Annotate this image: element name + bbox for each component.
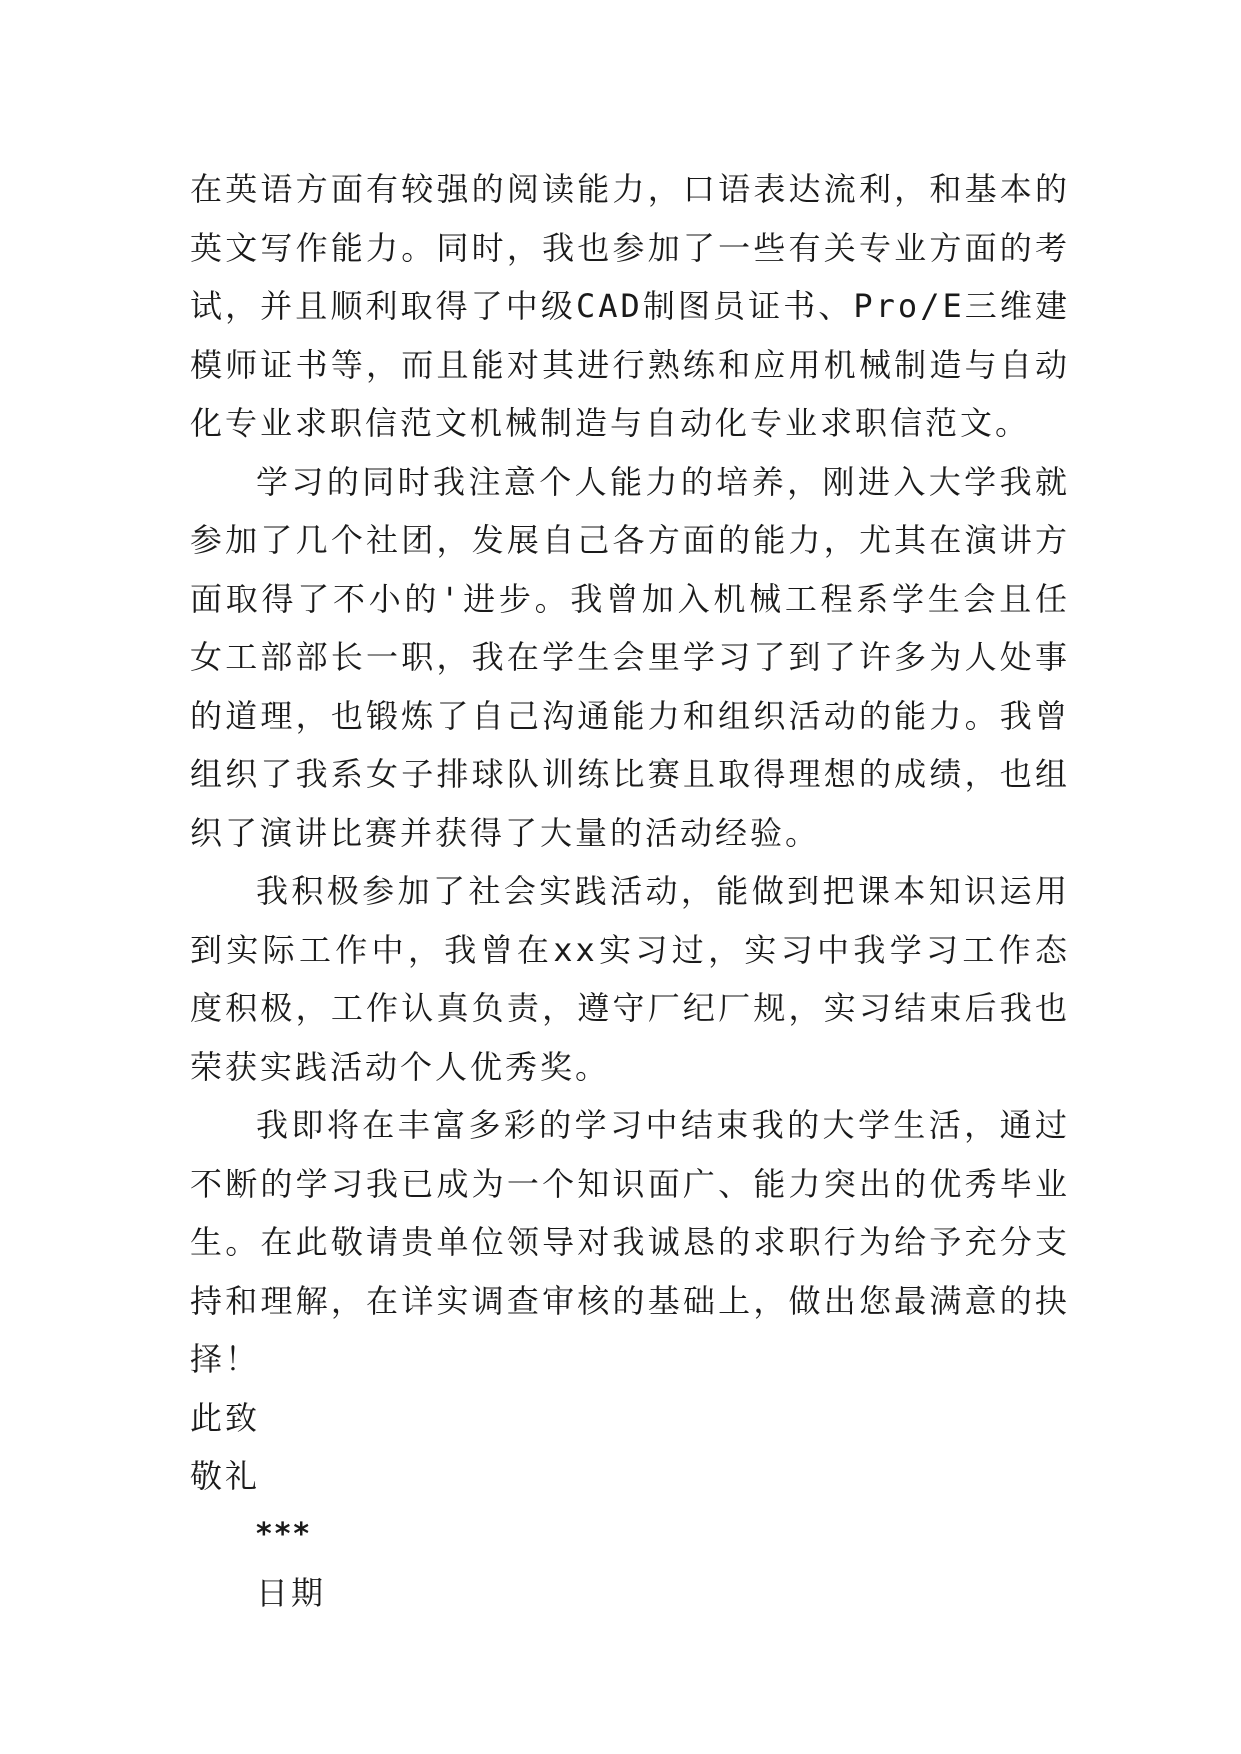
closing-regards: 敬礼 <box>190 1457 261 1495</box>
paragraph-personal-ability: 学习的同时我注意个人能力的培养，刚进入大学我就参加了几个社团，发展自己各方面的能力，尤其在演讲方面取得了不小的'进步。我曾加入机械工程系学生会且任女工部部长一职，我在学生会里学习了到了许多为人处事的道理，也锻炼了自己沟通能力和组织活动的能力。我曾组织了我系女子排球队训练比赛且取得理想的成绩，也组织了演讲比赛并获得了大量的活动经验。 <box>190 462 1070 852</box>
paragraph-conclusion: 我即将在丰富多彩的学习中结束我的大学生活，通过不断的学习我已成为一个知识面广、能力突出的优秀毕业生。在此敬请贵单位领导对我诚恳的求职行为给予充分支持和理解，在详实调查审核的基础上，做出您最满意的抉择！ <box>190 1106 1070 1378</box>
paragraph-social-practice: 我积极参加了社会实践活动，能做到把课本知识运用到实际工作中，我曾在xx实习过，实习中我学习工作态度积极，工作认真负责，遵守厂纪厂规，实习结束后我也荣获实践活动个人优秀奖。 <box>190 872 1070 1086</box>
signature-placeholder: *** <box>256 1516 313 1552</box>
letter-body <box>190 160 1070 1623</box>
closing-salutation: 此致 <box>190 1398 261 1437</box>
date-label: 日期 <box>256 1574 327 1612</box>
paragraph-english-skills: 在英语方面有较强的阅读能力，口语表达流利，和基本的英文写作能力。同时，我也参加了一些有关专业方面的考试，并且顺利取得了中级CAD制图员证书、Pro/E三维建模师证书等，而且能对其进行熟练和应用机械制造与自动化专业求职信范文机械制造与自动化专业求职信范文。 <box>190 170 1070 442</box>
